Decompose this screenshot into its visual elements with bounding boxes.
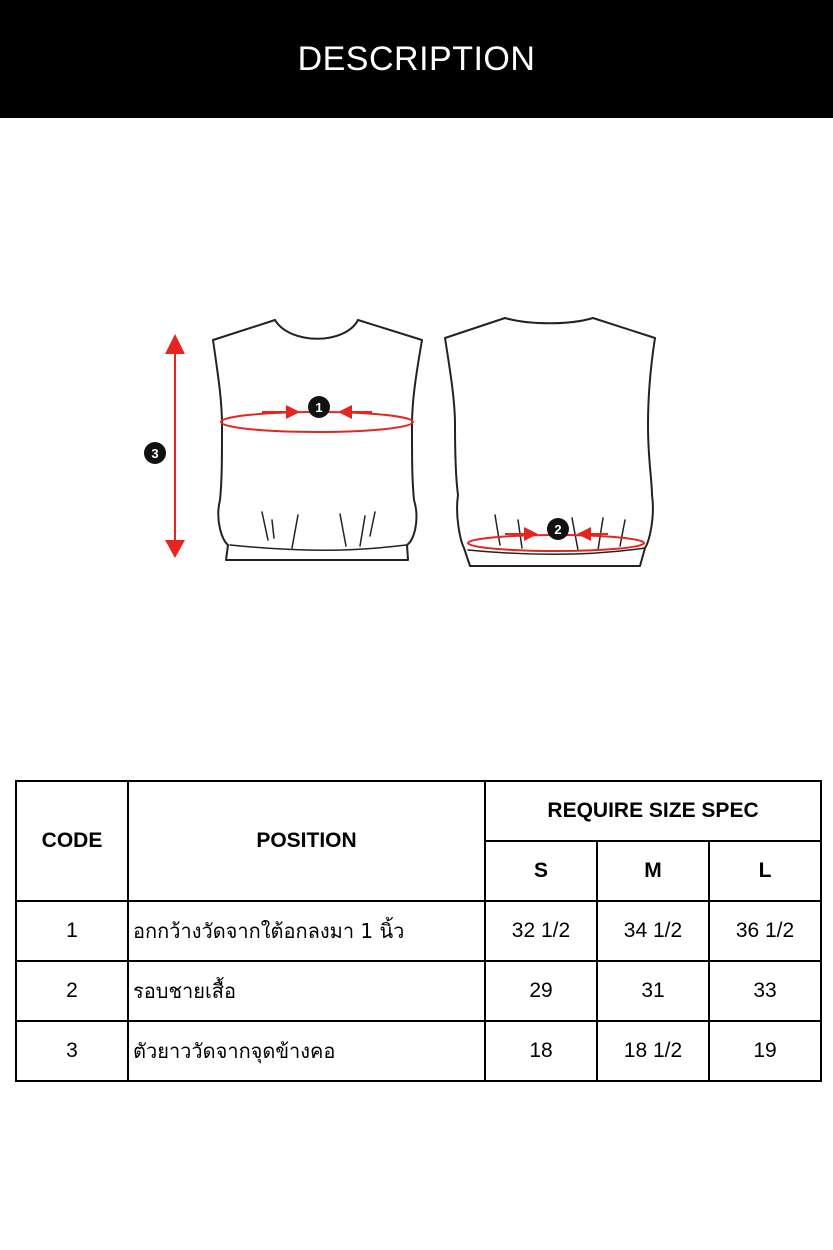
code-header: CODE: [16, 781, 128, 901]
row-position: อกกว้างวัดจากใต้อกลงมา 1 นิ้ว: [128, 901, 485, 961]
row-size-l: 33: [709, 961, 821, 1021]
measurement-diagram: [0, 118, 833, 758]
table-header-row: [16, 781, 821, 841]
row-code: 3: [16, 1021, 128, 1081]
svg-text:2: 2: [554, 522, 562, 537]
row-code: 1: [16, 901, 128, 961]
row-size-m: 31: [597, 961, 709, 1021]
row-size-l: 19: [709, 1021, 821, 1081]
svg-text:3: 3: [151, 446, 159, 461]
row-position: รอบชายเสื้อ: [128, 961, 485, 1021]
table-row: [16, 901, 821, 961]
size-m-header: M: [597, 841, 709, 901]
front-view-top-icon: [213, 320, 422, 560]
svg-text:1: 1: [315, 400, 323, 415]
size-l-header: L: [709, 841, 821, 901]
table-row: [16, 961, 821, 1021]
marker-3: [144, 442, 166, 464]
row-position: ตัวยาววัดจากจุดข้างคอ: [128, 1021, 485, 1081]
row-size-l: 36 1/2: [709, 901, 821, 961]
position-header: POSITION: [128, 781, 485, 901]
marker-1: [308, 396, 330, 418]
size-s-header: S: [485, 841, 597, 901]
row-code: 2: [16, 961, 128, 1021]
spec-header: REQUIRE SIZE SPEC: [485, 781, 821, 841]
page-title: DESCRIPTION: [297, 39, 536, 78]
row-size-m: 34 1/2: [597, 901, 709, 961]
row-size-s: 18: [485, 1021, 597, 1081]
row-size-s: 29: [485, 961, 597, 1021]
table-row: [16, 1021, 821, 1081]
size-spec-table: [15, 780, 822, 1082]
length-measure-arrow: [165, 334, 185, 558]
page-header: [0, 0, 833, 118]
row-size-s: 32 1/2: [485, 901, 597, 961]
marker-2: [547, 518, 569, 540]
row-size-m: 18 1/2: [597, 1021, 709, 1081]
